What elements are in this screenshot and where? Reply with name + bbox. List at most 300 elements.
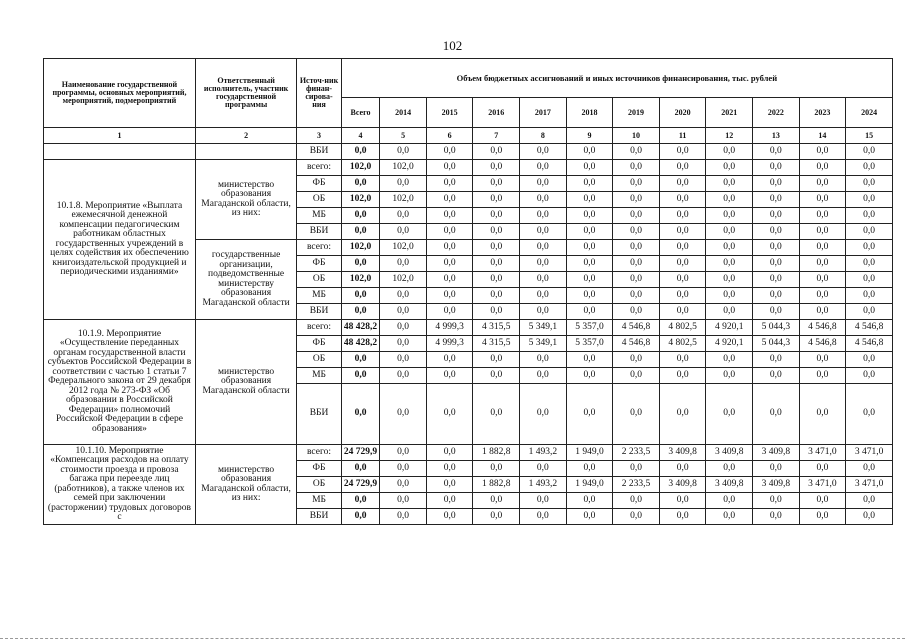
year-value-cell: 0,0 xyxy=(473,256,520,272)
column-number: 9 xyxy=(566,128,613,144)
year-value-cell: 0,0 xyxy=(426,288,473,304)
year-value-cell: 0,0 xyxy=(706,192,753,208)
year-value-cell: 1 949,0 xyxy=(566,445,613,461)
year-value-cell: 0,0 xyxy=(380,208,427,224)
year-value-cell: 0,0 xyxy=(566,384,613,445)
year-value-cell: 0,0 xyxy=(473,192,520,208)
year-value-cell: 0,0 xyxy=(473,272,520,288)
year-value-cell: 4 546,8 xyxy=(613,320,660,336)
year-value-cell: 0,0 xyxy=(846,368,893,384)
total-value-cell: 0,0 xyxy=(341,144,379,160)
year-value-cell: 0,0 xyxy=(520,272,567,288)
year-value-cell: 3 471,0 xyxy=(799,477,846,493)
source-cell: всего: xyxy=(297,240,342,256)
year-value-cell: 3 471,0 xyxy=(846,445,893,461)
year-value-cell: 1 493,2 xyxy=(520,477,567,493)
column-number: 12 xyxy=(706,128,753,144)
year-value-cell: 0,0 xyxy=(520,384,567,445)
year-value-cell: 0,0 xyxy=(706,256,753,272)
year-value-cell: 0,0 xyxy=(566,192,613,208)
year-value-cell: 0,0 xyxy=(380,509,427,525)
year-value-cell: 0,0 xyxy=(566,240,613,256)
year-value-cell: 0,0 xyxy=(706,509,753,525)
year-value-cell: 0,0 xyxy=(799,160,846,176)
year-value-cell: 0,0 xyxy=(706,272,753,288)
year-value-cell: 4 920,1 xyxy=(706,320,753,336)
year-value-cell: 0,0 xyxy=(753,176,800,192)
year-value-cell: 0,0 xyxy=(426,160,473,176)
total-value-cell: 0,0 xyxy=(341,493,379,509)
year-value-cell: 0,0 xyxy=(659,509,706,525)
budget-table xyxy=(43,58,893,525)
year-value-cell: 0,0 xyxy=(799,256,846,272)
year-value-cell: 0,0 xyxy=(520,368,567,384)
year-value-cell: 0,0 xyxy=(799,240,846,256)
year-value-cell: 0,0 xyxy=(520,224,567,240)
year-value-cell: 0,0 xyxy=(473,240,520,256)
source-cell: МБ xyxy=(297,208,342,224)
year-value-cell: 3 409,8 xyxy=(753,445,800,461)
year-value-cell: 0,0 xyxy=(566,256,613,272)
year-value-cell: 0,0 xyxy=(659,461,706,477)
year-value-cell: 0,0 xyxy=(799,493,846,509)
year-value-cell: 0,0 xyxy=(846,256,893,272)
year-value-cell: 4 315,5 xyxy=(473,336,520,352)
year-value-cell: 0,0 xyxy=(426,240,473,256)
year-value-cell: 4 546,8 xyxy=(846,320,893,336)
source-cell: МБ xyxy=(297,493,342,509)
year-value-cell: 0,0 xyxy=(473,384,520,445)
total-value-cell: 0,0 xyxy=(341,304,379,320)
year-value-cell: 0,0 xyxy=(753,224,800,240)
header-year: 2020 xyxy=(659,98,706,128)
total-value-cell: 0,0 xyxy=(341,208,379,224)
year-value-cell: 0,0 xyxy=(753,272,800,288)
year-value-cell: 0,0 xyxy=(426,256,473,272)
year-value-cell: 0,0 xyxy=(380,384,427,445)
total-value-cell: 0,0 xyxy=(341,384,379,445)
total-value-cell: 0,0 xyxy=(341,352,379,368)
year-value-cell: 0,0 xyxy=(613,160,660,176)
year-value-cell: 0,0 xyxy=(846,509,893,525)
year-value-cell: 0,0 xyxy=(613,384,660,445)
year-value-cell: 0,0 xyxy=(846,352,893,368)
year-value-cell: 0,0 xyxy=(520,144,567,160)
year-value-cell: 0,0 xyxy=(473,352,520,368)
year-value-cell: 0,0 xyxy=(799,192,846,208)
year-value-cell: 0,0 xyxy=(566,509,613,525)
year-value-cell: 0,0 xyxy=(753,461,800,477)
year-value-cell: 1 493,2 xyxy=(520,445,567,461)
year-value-cell: 4 999,3 xyxy=(426,336,473,352)
year-value-cell: 0,0 xyxy=(520,256,567,272)
year-value-cell: 3 409,8 xyxy=(706,477,753,493)
year-value-cell: 0,0 xyxy=(706,240,753,256)
year-value-cell: 0,0 xyxy=(846,176,893,192)
source-cell: всего: xyxy=(297,445,342,461)
year-value-cell: 0,0 xyxy=(520,288,567,304)
source-cell: ВБИ xyxy=(297,384,342,445)
year-value-cell: 0,0 xyxy=(473,224,520,240)
year-value-cell: 0,0 xyxy=(799,509,846,525)
year-value-cell: 4 802,5 xyxy=(659,336,706,352)
column-number: 1 xyxy=(44,128,196,144)
column-number: 8 xyxy=(520,128,567,144)
header-volume: Объем бюджетных ассигнований и иных источников финансирования, тыс. рублей xyxy=(341,59,892,98)
year-value-cell: 0,0 xyxy=(706,288,753,304)
year-value-cell: 0,0 xyxy=(846,144,893,160)
year-value-cell: 0,0 xyxy=(613,176,660,192)
header-year: 2021 xyxy=(706,98,753,128)
source-cell: ВБИ xyxy=(297,304,342,320)
year-value-cell: 4 315,5 xyxy=(473,320,520,336)
year-value-cell: 0,0 xyxy=(799,461,846,477)
year-value-cell: 0,0 xyxy=(380,493,427,509)
column-number: 3 xyxy=(297,128,342,144)
year-value-cell: 0,0 xyxy=(520,461,567,477)
year-value-cell: 0,0 xyxy=(473,176,520,192)
source-cell: ОБ xyxy=(297,477,342,493)
year-value-cell: 0,0 xyxy=(613,461,660,477)
header-year: 2015 xyxy=(426,98,473,128)
year-value-cell: 0,0 xyxy=(380,336,427,352)
year-value-cell: 0,0 xyxy=(426,176,473,192)
responsible-cell xyxy=(195,144,296,160)
source-cell: всего: xyxy=(297,320,342,336)
year-value-cell: 0,0 xyxy=(566,461,613,477)
total-value-cell: 0,0 xyxy=(341,509,379,525)
year-value-cell: 0,0 xyxy=(799,304,846,320)
total-value-cell: 48 428,2 xyxy=(341,320,379,336)
year-value-cell: 0,0 xyxy=(846,384,893,445)
year-value-cell: 0,0 xyxy=(473,160,520,176)
year-value-cell: 0,0 xyxy=(659,384,706,445)
year-value-cell: 0,0 xyxy=(473,493,520,509)
total-value-cell: 48 428,2 xyxy=(341,336,379,352)
year-value-cell: 0,0 xyxy=(613,368,660,384)
total-value-cell: 102,0 xyxy=(341,160,379,176)
year-value-cell: 0,0 xyxy=(753,192,800,208)
source-cell: ФБ xyxy=(297,176,342,192)
year-value-cell: 0,0 xyxy=(846,192,893,208)
year-value-cell: 0,0 xyxy=(566,176,613,192)
total-value-cell: 0,0 xyxy=(341,224,379,240)
source-cell: всего: xyxy=(297,160,342,176)
year-value-cell: 0,0 xyxy=(846,288,893,304)
year-value-cell: 1 949,0 xyxy=(566,477,613,493)
year-value-cell: 0,0 xyxy=(799,176,846,192)
year-value-cell: 0,0 xyxy=(566,288,613,304)
year-value-cell: 0,0 xyxy=(659,493,706,509)
column-number: 6 xyxy=(426,128,473,144)
header-year: Всего xyxy=(341,98,379,128)
column-number: 13 xyxy=(753,128,800,144)
year-value-cell: 0,0 xyxy=(846,272,893,288)
year-value-cell: 0,0 xyxy=(426,192,473,208)
year-value-cell: 0,0 xyxy=(473,208,520,224)
total-value-cell: 24 729,9 xyxy=(341,445,379,461)
year-value-cell: 0,0 xyxy=(659,160,706,176)
year-value-cell: 0,0 xyxy=(659,368,706,384)
year-value-cell: 0,0 xyxy=(613,208,660,224)
year-value-cell: 0,0 xyxy=(426,461,473,477)
year-value-cell: 0,0 xyxy=(753,240,800,256)
year-value-cell: 5 349,1 xyxy=(520,320,567,336)
source-cell: МБ xyxy=(297,368,342,384)
responsible-cell: министерство образования Магаданской области, из них: xyxy=(195,445,296,525)
year-value-cell: 0,0 xyxy=(753,288,800,304)
year-value-cell: 0,0 xyxy=(659,256,706,272)
year-value-cell: 0,0 xyxy=(753,368,800,384)
activity-name-cell: 10.1.8. Мероприятие «Выплата ежемесячной денежной компенсации педагогическим работникам областных государственных учреждений в целях содействия их обеспечению книгоиздательской продукцией и периодическими изданиями» xyxy=(44,160,196,320)
year-value-cell: 0,0 xyxy=(846,304,893,320)
year-value-cell: 0,0 xyxy=(613,256,660,272)
year-value-cell: 0,0 xyxy=(520,208,567,224)
year-value-cell: 0,0 xyxy=(753,208,800,224)
year-value-cell: 0,0 xyxy=(706,384,753,445)
year-value-cell: 0,0 xyxy=(566,208,613,224)
header-year: 2022 xyxy=(753,98,800,128)
year-value-cell: 0,0 xyxy=(380,144,427,160)
year-value-cell: 0,0 xyxy=(566,272,613,288)
page-number: 102 xyxy=(442,38,463,53)
year-value-cell: 0,0 xyxy=(380,461,427,477)
column-number: 5 xyxy=(380,128,427,144)
year-value-cell: 0,0 xyxy=(380,256,427,272)
year-value-cell: 0,0 xyxy=(846,160,893,176)
header-year: 2014 xyxy=(380,98,427,128)
total-value-cell: 102,0 xyxy=(341,240,379,256)
year-value-cell: 0,0 xyxy=(566,160,613,176)
year-value-cell: 102,0 xyxy=(380,272,427,288)
year-value-cell: 0,0 xyxy=(380,477,427,493)
year-value-cell: 0,0 xyxy=(846,461,893,477)
year-value-cell: 0,0 xyxy=(659,272,706,288)
header-year: 2016 xyxy=(473,98,520,128)
column-number: 10 xyxy=(613,128,660,144)
source-cell: ФБ xyxy=(297,336,342,352)
header-year: 2018 xyxy=(566,98,613,128)
year-value-cell: 0,0 xyxy=(659,144,706,160)
year-value-cell: 0,0 xyxy=(706,352,753,368)
year-value-cell: 0,0 xyxy=(520,352,567,368)
year-value-cell: 0,0 xyxy=(520,240,567,256)
header-source: Источ-ник финан-сирова-ния xyxy=(297,59,342,128)
activity-name-cell xyxy=(44,144,196,160)
source-cell: ОБ xyxy=(297,192,342,208)
year-value-cell: 0,0 xyxy=(613,493,660,509)
activity-name-cell: 10.1.10. Мероприятие «Компенсация расходов на оплату стоимости проезда и провоза багажа при переезде лиц (работников), а также членов их семей при заключении (расторжении) трудовых договоров с xyxy=(44,445,196,525)
year-value-cell: 0,0 xyxy=(566,368,613,384)
year-value-cell: 0,0 xyxy=(426,144,473,160)
year-value-cell: 0,0 xyxy=(613,509,660,525)
header-year: 2019 xyxy=(613,98,660,128)
year-value-cell: 0,0 xyxy=(613,144,660,160)
year-value-cell: 0,0 xyxy=(659,224,706,240)
year-value-cell: 4 546,8 xyxy=(613,336,660,352)
table-row xyxy=(44,445,893,461)
year-value-cell: 0,0 xyxy=(753,160,800,176)
total-value-cell: 0,0 xyxy=(341,288,379,304)
year-value-cell: 0,0 xyxy=(706,493,753,509)
year-value-cell: 0,0 xyxy=(380,304,427,320)
year-value-cell: 5 357,0 xyxy=(566,336,613,352)
source-cell: ВБИ xyxy=(297,509,342,525)
year-value-cell: 0,0 xyxy=(706,160,753,176)
year-value-cell: 0,0 xyxy=(799,368,846,384)
year-value-cell: 0,0 xyxy=(566,224,613,240)
year-value-cell: 3 471,0 xyxy=(799,445,846,461)
year-value-cell: 0,0 xyxy=(753,509,800,525)
year-value-cell: 0,0 xyxy=(799,272,846,288)
source-cell: ОБ xyxy=(297,352,342,368)
year-value-cell: 0,0 xyxy=(473,509,520,525)
year-value-cell: 0,0 xyxy=(613,288,660,304)
column-number: 15 xyxy=(846,128,893,144)
year-value-cell: 0,0 xyxy=(799,144,846,160)
responsible-cell: министерство образования Магаданской области xyxy=(195,320,296,445)
column-number: 4 xyxy=(341,128,379,144)
year-value-cell: 0,0 xyxy=(426,224,473,240)
year-value-cell: 0,0 xyxy=(473,144,520,160)
source-cell: ОБ xyxy=(297,272,342,288)
year-value-cell: 0,0 xyxy=(426,304,473,320)
year-value-cell: 3 409,8 xyxy=(706,445,753,461)
year-value-cell: 0,0 xyxy=(613,224,660,240)
year-value-cell: 0,0 xyxy=(753,144,800,160)
year-value-cell: 0,0 xyxy=(380,352,427,368)
year-value-cell: 0,0 xyxy=(426,368,473,384)
year-value-cell: 0,0 xyxy=(426,445,473,461)
column-number: 11 xyxy=(659,128,706,144)
year-value-cell: 0,0 xyxy=(426,493,473,509)
source-cell: ВБИ xyxy=(297,224,342,240)
total-value-cell: 24 729,9 xyxy=(341,477,379,493)
year-value-cell: 0,0 xyxy=(799,384,846,445)
year-value-cell: 0,0 xyxy=(706,176,753,192)
year-value-cell: 0,0 xyxy=(706,208,753,224)
year-value-cell: 0,0 xyxy=(520,304,567,320)
year-value-cell: 4 546,8 xyxy=(799,336,846,352)
table-row xyxy=(44,320,893,336)
year-value-cell: 0,0 xyxy=(520,160,567,176)
header-responsible: Ответственный исполнитель, участник государственной программы xyxy=(195,59,296,128)
year-value-cell: 0,0 xyxy=(753,493,800,509)
year-value-cell: 0,0 xyxy=(659,192,706,208)
year-value-cell: 0,0 xyxy=(566,144,613,160)
year-value-cell: 0,0 xyxy=(753,384,800,445)
total-value-cell: 0,0 xyxy=(341,461,379,477)
year-value-cell: 0,0 xyxy=(380,288,427,304)
column-number: 14 xyxy=(799,128,846,144)
year-value-cell: 0,0 xyxy=(380,445,427,461)
table-row xyxy=(44,144,893,160)
year-value-cell: 0,0 xyxy=(380,176,427,192)
year-value-cell: 0,0 xyxy=(380,368,427,384)
year-value-cell: 0,0 xyxy=(613,240,660,256)
year-value-cell: 0,0 xyxy=(613,192,660,208)
year-value-cell: 0,0 xyxy=(706,304,753,320)
year-value-cell: 0,0 xyxy=(566,304,613,320)
year-value-cell: 0,0 xyxy=(799,208,846,224)
year-value-cell: 0,0 xyxy=(380,224,427,240)
year-value-cell: 3 409,8 xyxy=(753,477,800,493)
year-value-cell: 0,0 xyxy=(473,461,520,477)
responsible-cell: государственные организации, подведомственные министерству образования Магаданской области xyxy=(195,240,296,320)
year-value-cell: 0,0 xyxy=(706,461,753,477)
table-row xyxy=(44,160,893,176)
year-value-cell: 0,0 xyxy=(380,320,427,336)
activity-name-cell: 10.1.9. Мероприятие «Осуществление переданных органам государственной власти субъектов Российской Федерации в соответствии с частью 1 статьи 7 Федерального закона от 29 декабря 2012 года № 273-ФЗ «Об образовании в Российской Федерации» полномочий Российской Федерации в сфере образования» xyxy=(44,320,196,445)
year-value-cell: 0,0 xyxy=(566,493,613,509)
column-number: 7 xyxy=(473,128,520,144)
total-value-cell: 0,0 xyxy=(341,176,379,192)
year-value-cell: 0,0 xyxy=(426,509,473,525)
year-value-cell: 0,0 xyxy=(566,352,613,368)
year-value-cell: 3 471,0 xyxy=(846,477,893,493)
year-value-cell: 0,0 xyxy=(846,493,893,509)
source-cell: МБ xyxy=(297,288,342,304)
year-value-cell: 0,0 xyxy=(753,352,800,368)
year-value-cell: 2 233,5 xyxy=(613,477,660,493)
year-value-cell: 0,0 xyxy=(473,368,520,384)
total-value-cell: 102,0 xyxy=(341,192,379,208)
year-value-cell: 1 882,8 xyxy=(473,477,520,493)
header-year: 2024 xyxy=(846,98,893,128)
year-value-cell: 0,0 xyxy=(520,192,567,208)
source-cell: ФБ xyxy=(297,256,342,272)
year-value-cell: 102,0 xyxy=(380,160,427,176)
year-value-cell: 0,0 xyxy=(426,477,473,493)
year-value-cell: 0,0 xyxy=(613,272,660,288)
year-value-cell: 0,0 xyxy=(659,176,706,192)
year-value-cell: 4 546,8 xyxy=(846,336,893,352)
year-value-cell: 0,0 xyxy=(753,256,800,272)
year-value-cell: 0,0 xyxy=(613,304,660,320)
year-value-cell: 0,0 xyxy=(846,224,893,240)
year-value-cell: 0,0 xyxy=(659,352,706,368)
year-value-cell: 0,0 xyxy=(426,352,473,368)
year-value-cell: 5 357,0 xyxy=(566,320,613,336)
year-value-cell: 5 044,3 xyxy=(753,320,800,336)
header-year: 2017 xyxy=(520,98,567,128)
year-value-cell: 3 409,8 xyxy=(659,477,706,493)
total-value-cell: 102,0 xyxy=(341,272,379,288)
year-value-cell: 4 802,5 xyxy=(659,320,706,336)
year-value-cell: 0,0 xyxy=(520,176,567,192)
year-value-cell: 0,0 xyxy=(426,208,473,224)
year-value-cell: 4 999,3 xyxy=(426,320,473,336)
year-value-cell: 0,0 xyxy=(426,384,473,445)
year-value-cell: 0,0 xyxy=(659,304,706,320)
year-value-cell: 4 920,1 xyxy=(706,336,753,352)
responsible-cell: министерство образования Магаданской области, из них: xyxy=(195,160,296,240)
year-value-cell: 0,0 xyxy=(846,240,893,256)
year-value-cell: 0,0 xyxy=(520,493,567,509)
year-value-cell: 1 882,8 xyxy=(473,445,520,461)
year-value-cell: 0,0 xyxy=(706,368,753,384)
year-value-cell: 0,0 xyxy=(846,208,893,224)
year-value-cell: 5 349,1 xyxy=(520,336,567,352)
source-cell: ВБИ xyxy=(297,144,342,160)
year-value-cell: 102,0 xyxy=(380,192,427,208)
year-value-cell: 0,0 xyxy=(659,240,706,256)
header-name: Наименование государственной программы, основных мероприятий, мероприятий, подмероприятий xyxy=(44,59,196,128)
year-value-cell: 0,0 xyxy=(799,288,846,304)
year-value-cell: 0,0 xyxy=(473,304,520,320)
year-value-cell: 0,0 xyxy=(473,288,520,304)
year-value-cell: 0,0 xyxy=(520,509,567,525)
